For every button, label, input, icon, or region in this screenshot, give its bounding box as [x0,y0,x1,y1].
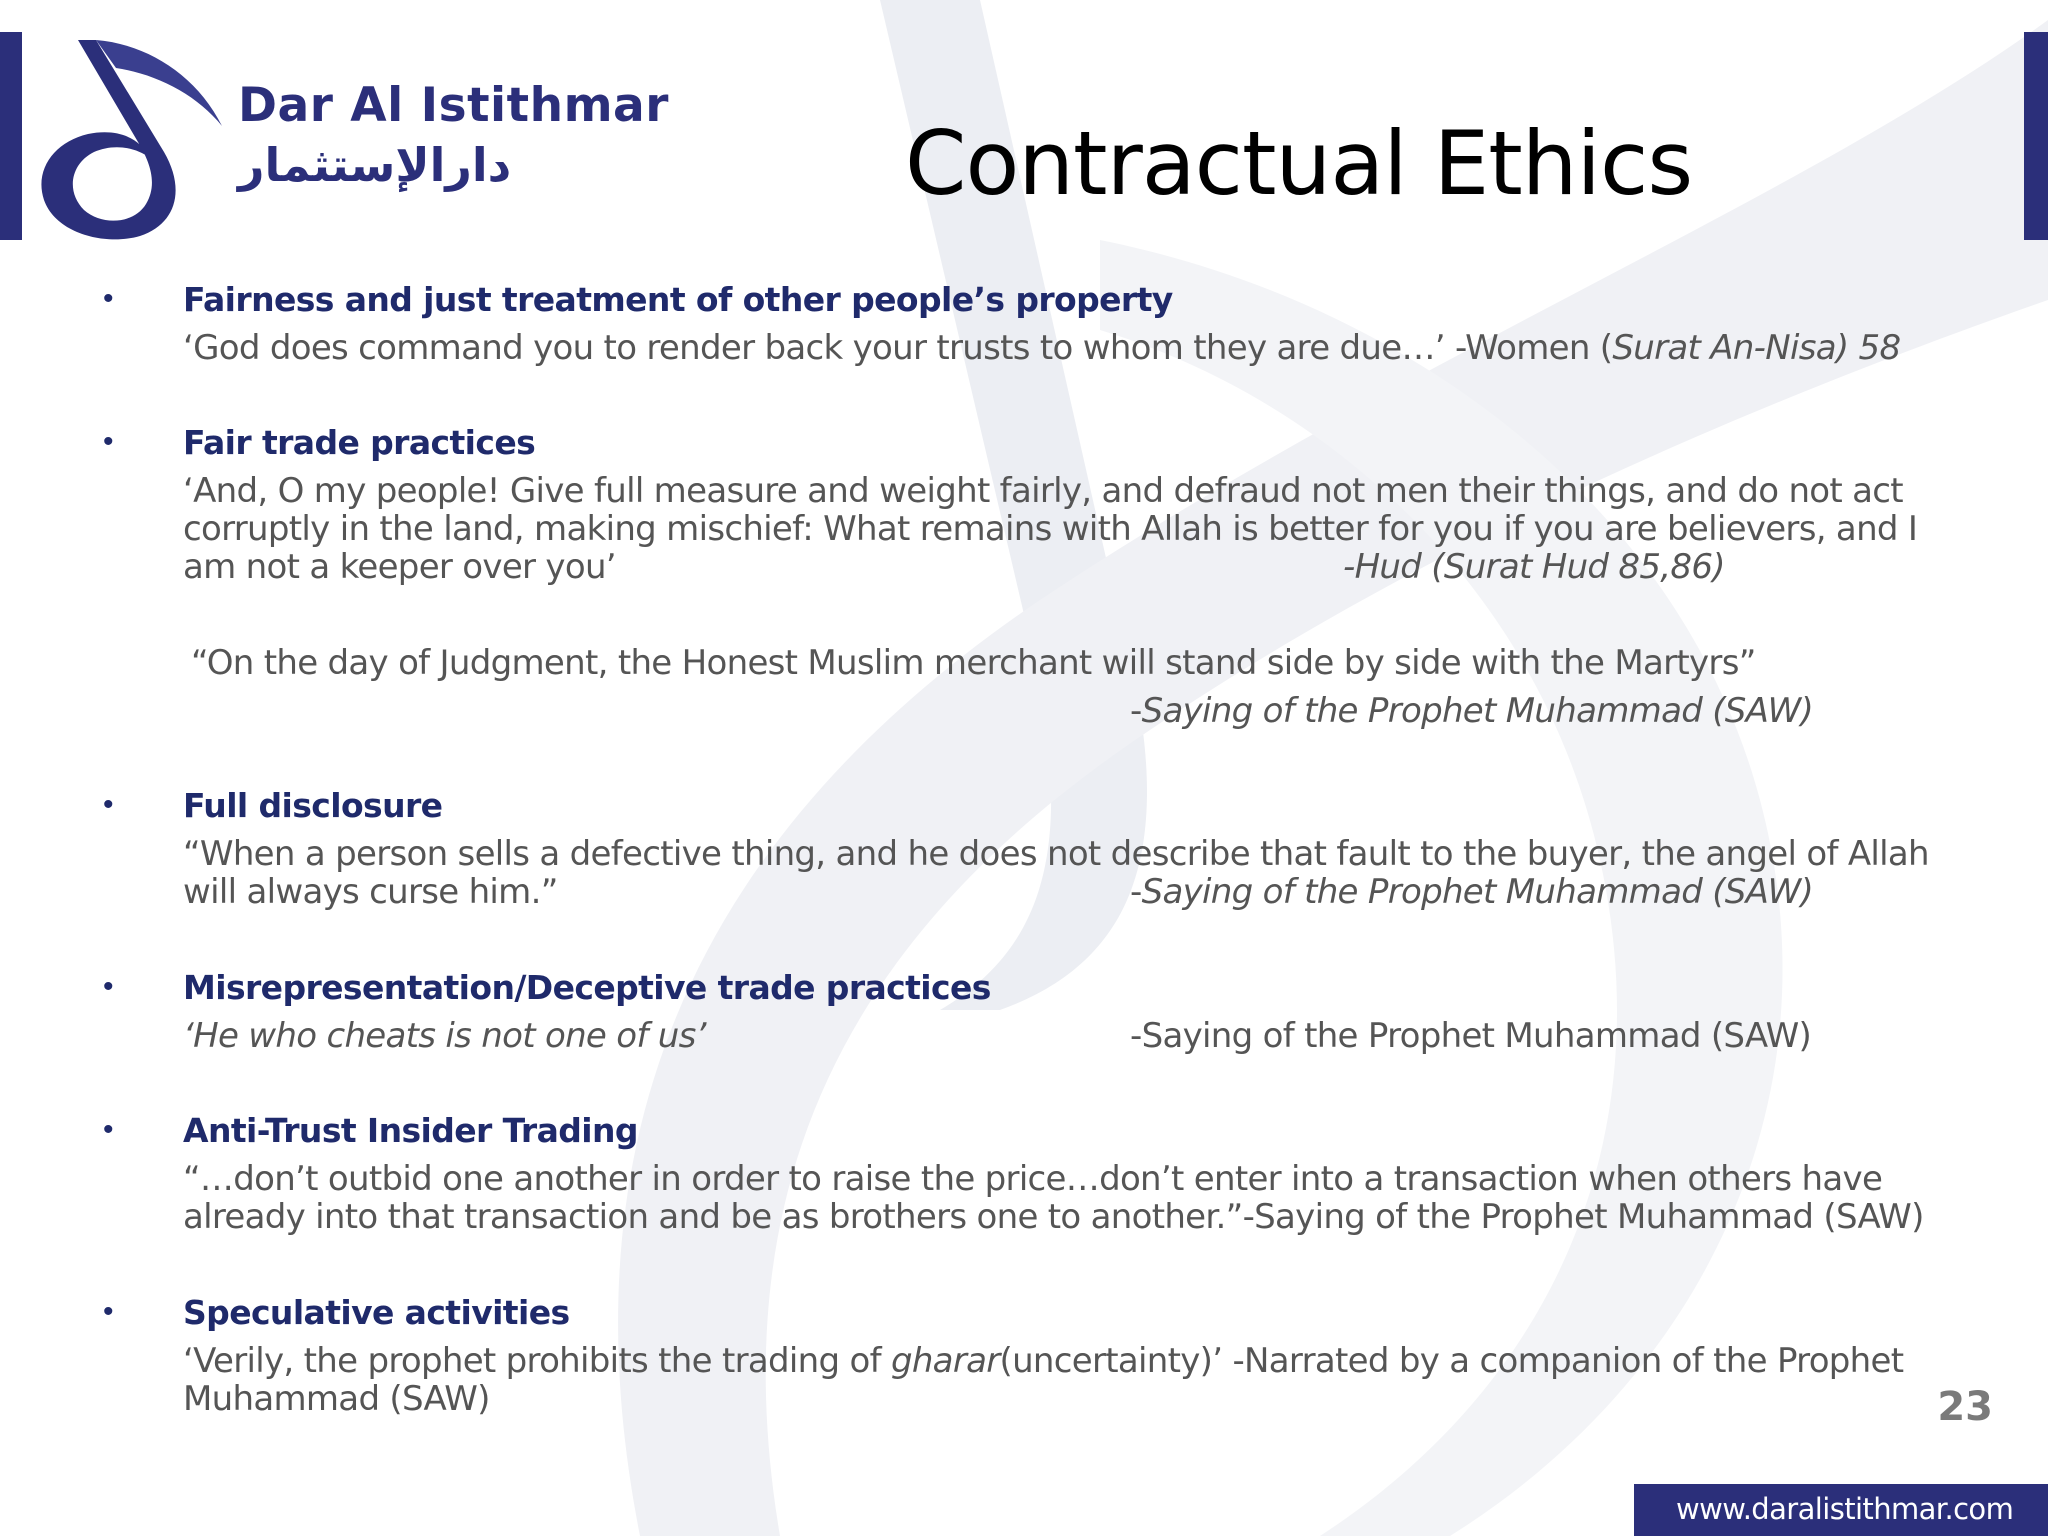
right-edge-bar [2024,32,2048,240]
item-heading-misrepresentation: Misrepresentation/Deceptive trade practices [183,968,991,1007]
bullet-icon: • [103,788,114,821]
page-number: 23 [1937,1384,1993,1430]
footer-bar [1634,1484,2048,1536]
logo-mark-icon [36,34,226,240]
quote-line: “…don’t outbid one another in order to raise the price…don’t enter into a transaction when others have [183,1159,1883,1199]
item-heading-fairness: Fairness and just treatment of other people’s property [183,280,1173,319]
quote-line: will always curse him.” [183,872,558,912]
quote-text: ‘God does command you to render back your trusts to whom they are due…’ -Women ( [183,328,1613,368]
bullet-icon: • [103,970,114,1003]
quote-attribution: -Saying of the Prophet Muhammad (SAW) [1130,1016,1812,1056]
hadith-attribution [1130,691,1813,731]
footer-website-link[interactable]: www.daralistithmar.com [1676,1492,2014,1526]
item-heading-speculative: Speculative activities [183,1293,570,1332]
hadith-quote: “On the day of Judgment, the Honest Muslim merchant will stand side by side with the Martyrs” [191,643,1756,683]
quote-line: am not a keeper over you’ [183,547,616,587]
slide-title: Contractual Ethics [905,112,1693,215]
attribution-dash: - [1130,691,1142,731]
quote-line: “When a person sells a defective thing, and he does not describe that fault to the buyer, the angel of Allah [183,834,1929,874]
quote-line: corruptly in the land, making mischief: What remains with Allah is better for you if you are believers, and I [183,509,1918,549]
attribution-text: Saying of the Prophet Muhammad (SAW) [1141,872,1814,912]
quote-attribution: -Hud (Surat Hud 85,86) [1343,547,1725,587]
bullet-icon: • [103,425,114,458]
attribution-dash: - [1130,872,1142,912]
quote-line [183,1341,1903,1381]
item-quote-fairness [183,328,1900,368]
quote-line: ‘He who cheats is not one of us’ [183,1016,706,1056]
bullet-icon: • [103,1295,114,1328]
logo-name-arabic: دارالإستثمار [238,138,512,192]
quote-line: ‘And, O my people! Give full measure and weight fairly, and defraud not men their things, and do not act [183,471,1903,511]
bullet-icon: • [103,282,114,315]
quote-attribution [1130,872,1813,912]
quote-attribution: ’ -Narrated by a companion of the Prophet [1212,1341,1904,1381]
company-logo [36,34,669,240]
item-heading-anti-trust: Anti-Trust Insider Trading [183,1111,638,1150]
item-heading-fair-trade: Fair trade practices [183,423,536,462]
term-gharar: gharar [890,1341,1000,1381]
quote-reference: Surat An-Nisa) 58 [1612,328,1901,368]
attribution-text: Saying of the Prophet Muhammad (SAW) [1141,691,1814,731]
quote-line: Muhammad (SAW) [183,1379,490,1419]
logo-name-english: Dar Al Istithmar [238,78,669,133]
left-edge-bar [0,32,22,240]
quote-line: already into that transaction and be as brothers one to another.”-Saying of the Prophet Muhammad (SAW) [183,1197,1924,1237]
term-translation: (uncertainty) [999,1341,1213,1381]
quote-text: ‘Verily, the prophet prohibits the trading of [183,1341,891,1381]
item-heading-disclosure: Full disclosure [183,786,443,825]
bullet-icon: • [103,1113,114,1146]
